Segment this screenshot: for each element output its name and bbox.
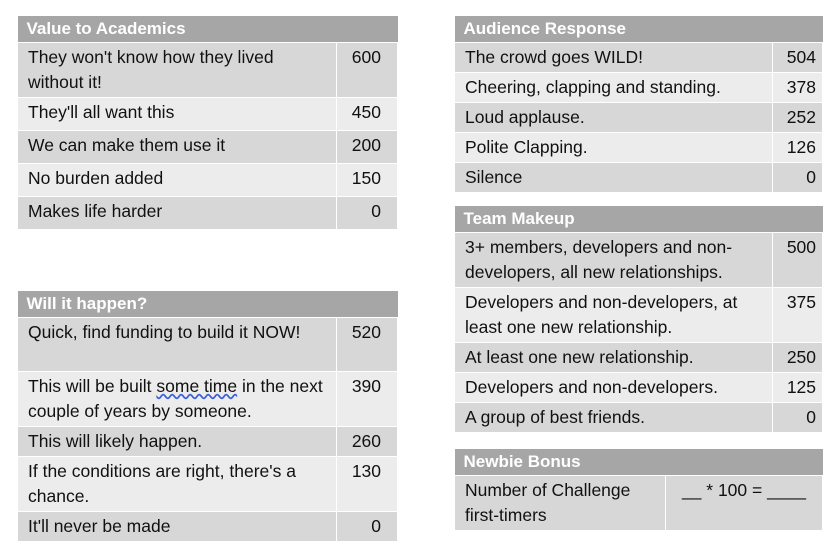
row-value: 0 [337,197,398,230]
row-label: If the conditions are right, there's a chance. [18,457,337,512]
table-title: Will it happen? [18,291,398,318]
row-value: 150 [337,164,398,197]
row-label: Cheering, clapping and standing. [455,73,773,103]
row-value: 200 [337,131,398,164]
table-row [18,372,398,427]
table-row [18,197,398,230]
row-value: 252 [773,103,823,133]
table-row [18,43,398,98]
row-label: Developers and non-developers, at least one new relationship. [455,288,773,343]
row-label: They won't know how they lived without it! [18,43,337,98]
row-label: It'll never be made [18,512,337,542]
row-label: Developers and non-developers. [455,373,773,403]
row-value: 260 [337,427,398,457]
table-title: Newbie Bonus [455,449,823,476]
value-to-academics-table [17,16,398,230]
row-label: They'll all want this [18,98,337,131]
row-value: 378 [773,73,823,103]
row-value: 250 [773,343,823,373]
row-value: 520 [337,318,398,372]
row-value: 500 [773,233,823,288]
row-label: A group of best friends. [455,403,773,433]
row-label: 3+ members, developers and non-developers, all new relationships. [455,233,773,288]
row-value: 600 [337,43,398,98]
row-label: Makes life harder [18,197,337,230]
team-makeup-table [454,206,823,433]
table-row [455,43,823,73]
table-row [455,476,823,531]
row-value: 375 [773,288,823,343]
spellcheck-underlined-text: some time [156,376,238,396]
table-row [18,131,398,164]
row-value: 0 [337,512,398,542]
row-value: 126 [773,133,823,163]
table-row [18,512,398,542]
newbie-bonus-table [454,449,823,531]
row-label: At least one new relationship. [455,343,773,373]
row-value: 125 [773,373,823,403]
row-value: 450 [337,98,398,131]
row-value: 504 [773,43,823,73]
row-label [18,372,337,427]
table-row [455,163,823,193]
table-row [18,318,398,372]
row-value: 0 [773,163,823,193]
row-label: Polite Clapping. [455,133,773,163]
row-value: 130 [337,457,398,512]
table-row [455,133,823,163]
row-value: 390 [337,372,398,427]
row-label: The crowd goes WILD! [455,43,773,73]
row-value: 0 [773,403,823,433]
table-row [455,403,823,433]
row-label: This will likely happen. [18,427,337,457]
row-label: Quick, find funding to build it NOW! [18,318,337,372]
row-label: We can make them use it [18,131,337,164]
will-it-happen-table [17,291,398,542]
row-label: No burden added [18,164,337,197]
table-row [455,103,823,133]
table-row [455,288,823,343]
table-row [455,73,823,103]
table-row [455,233,823,288]
row-value: __ * 100 = ____ [666,476,823,531]
table-title: Value to Academics [18,16,398,43]
table-row [455,373,823,403]
table-title: Team Makeup [455,206,823,233]
row-label: Number of Challenge first-timers [455,476,666,531]
row-label: Loud applause. [455,103,773,133]
row-label-part: in the next couple of years by someone. [28,376,323,421]
table-row [18,98,398,131]
row-label-part: This will be built [28,376,157,396]
table-row [455,343,823,373]
audience-response-table [454,16,823,193]
row-label: Silence [455,163,773,193]
table-row [18,164,398,197]
table-row [18,427,398,457]
table-row [18,457,398,512]
table-title: Audience Response [455,16,823,43]
